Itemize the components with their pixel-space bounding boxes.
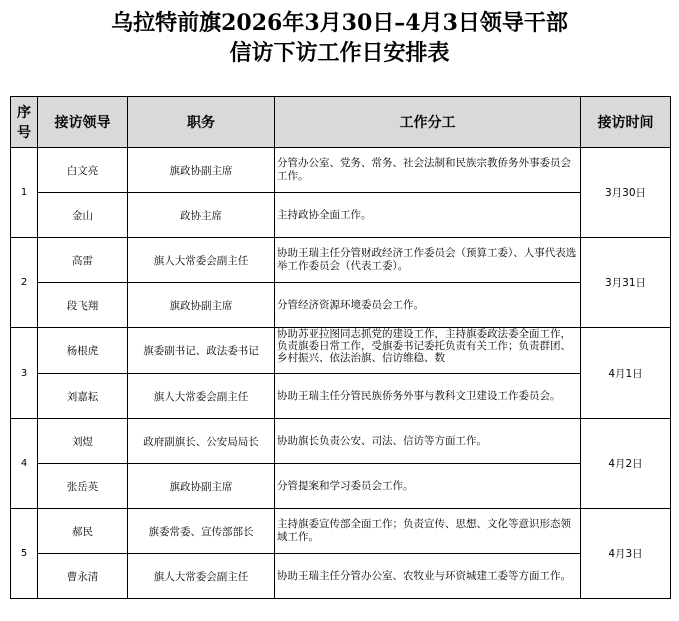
duty-text-clip: 协助苏亚拉图同志抓党的建设工作，主持旗委政法委全面工作，负责旗委日常工作，受旗委书记委托负责有关工作；负责群团、乡村振兴、依法治旗、信访维稳、数 — [277, 328, 571, 364]
leader-name: 张岳英 — [38, 464, 128, 509]
duty-text: 协助王瑞主任分管财政经济工作委员会（预算工委）、人事代表选举工作委员会（代表工委）。 — [275, 238, 581, 283]
duty-text: 分管办公室、党务、常务、社会法制和民族宗教侨务外事委员会工作。 — [275, 148, 581, 193]
visit-date: 4月1日 — [581, 328, 671, 419]
duty-text: 协助王瑞主任分管民族侨务外事与教科文卫建设工作委员会。 — [275, 374, 581, 419]
visit-date: 4月2日 — [581, 419, 671, 509]
duty-text: 协助王瑞主任分管办公室、农牧业与环资城建工委等方面工作。 — [275, 554, 581, 599]
leader-position: 旗人大常委会副主任 — [128, 554, 275, 599]
table-row — [11, 238, 671, 283]
leader-name: 杨根虎 — [38, 328, 128, 374]
leader-position: 政协主席 — [128, 193, 275, 238]
leader-name: 段飞翔 — [38, 283, 128, 328]
leader-name: 刘煜 — [38, 419, 128, 464]
page-title — [0, 8, 679, 68]
leader-position: 旗政协副主席 — [128, 283, 275, 328]
duty-text: 分管提案和学习委员会工作。 — [275, 464, 581, 509]
table-row — [11, 464, 671, 509]
leader-position: 旗政协副主席 — [128, 148, 275, 193]
table-row — [11, 328, 671, 374]
leader-position: 旗委常委、宣传部部长 — [128, 509, 275, 554]
table-row — [11, 554, 671, 599]
duty-text: 协助旗长负责公安、司法、信访等方面工作。 — [275, 419, 581, 464]
visit-date: 3月30日 — [581, 148, 671, 238]
schedule-table — [10, 96, 671, 599]
duty-text: 分管经济资源环境委员会工作。 — [275, 283, 581, 328]
row-number: 1 — [11, 148, 38, 238]
header-no: 序号 — [11, 97, 38, 148]
duty-text: 主持旗委宣传部全面工作；负责宣传、思想、文化等意识形态领域工作。 — [275, 509, 581, 554]
leader-name: 金山 — [38, 193, 128, 238]
leader-position: 旗人大常委会副主任 — [128, 238, 275, 283]
duty-text — [275, 328, 581, 374]
visit-date: 3月31日 — [581, 238, 671, 328]
header-row — [11, 97, 671, 148]
leader-name: 刘嘉耘 — [38, 374, 128, 419]
title-line-2: 信访下访工作日安排表 — [229, 40, 450, 66]
table-row — [11, 419, 671, 464]
row-number: 4 — [11, 419, 38, 509]
header-position: 职务 — [128, 97, 275, 148]
title-line-1: 乌拉特前旗2026年3月30日–4月3日领导干部 — [111, 10, 568, 36]
table-row — [11, 148, 671, 193]
leader-position: 旗人大常委会副主任 — [128, 374, 275, 419]
table-row — [11, 283, 671, 328]
leader-position: 旗政协副主席 — [128, 464, 275, 509]
leader-position: 政府副旗长、公安局局长 — [128, 419, 275, 464]
header-date: 接访时间 — [581, 97, 671, 148]
duty-text: 主持政协全面工作。 — [275, 193, 581, 238]
row-number: 5 — [11, 509, 38, 599]
row-number: 3 — [11, 328, 38, 419]
leader-name: 高雷 — [38, 238, 128, 283]
leader-name: 郝民 — [38, 509, 128, 554]
visit-date: 4月3日 — [581, 509, 671, 599]
header-leader: 接访领导 — [38, 97, 128, 148]
table-row — [11, 374, 671, 419]
header-duty: 工作分工 — [275, 97, 581, 148]
table-row — [11, 509, 671, 554]
leader-name: 曹永清 — [38, 554, 128, 599]
row-number: 2 — [11, 238, 38, 328]
leader-name: 白文亮 — [38, 148, 128, 193]
leader-position: 旗委副书记、政法委书记 — [128, 328, 275, 374]
table-row — [11, 193, 671, 238]
